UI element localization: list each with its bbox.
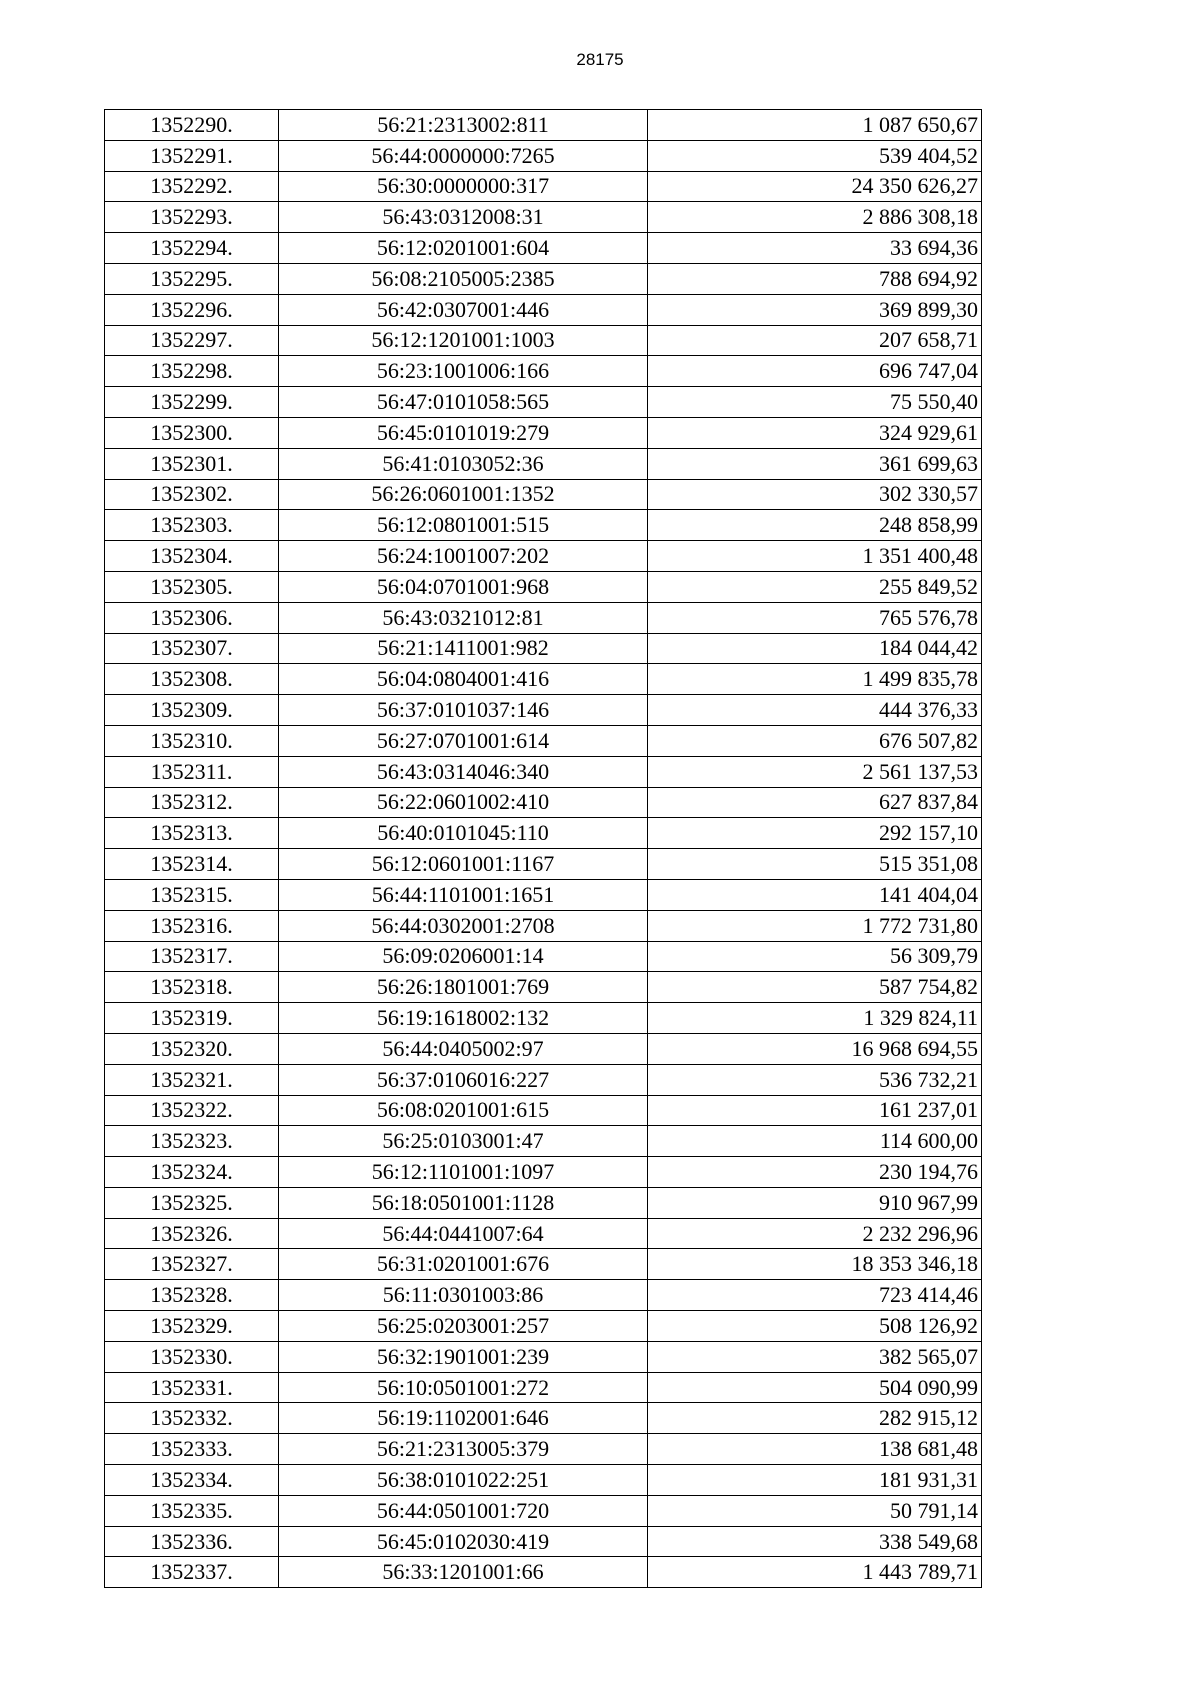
row-number-cell: 1352330. (105, 1341, 279, 1372)
table-row (105, 1403, 982, 1434)
table-row (105, 787, 982, 818)
value-cell: 207 658,71 (648, 325, 982, 356)
table-row (105, 263, 982, 294)
value-cell: 676 507,82 (648, 725, 982, 756)
value-cell: 56 309,79 (648, 941, 982, 972)
cadastral-number-cell: 56:42:0307001:446 (279, 294, 648, 325)
cadastral-number-cell: 56:19:1102001:646 (279, 1403, 648, 1434)
row-number-cell: 1352328. (105, 1280, 279, 1311)
row-number-cell: 1352292. (105, 171, 279, 202)
value-cell: 248 858,99 (648, 510, 982, 541)
cadastral-number-cell: 56:08:2105005:2385 (279, 263, 648, 294)
row-number-cell: 1352312. (105, 787, 279, 818)
cadastral-number-cell: 56:18:0501001:1128 (279, 1187, 648, 1218)
row-number-cell: 1352295. (105, 263, 279, 294)
row-number-cell: 1352311. (105, 756, 279, 787)
value-cell: 444 376,33 (648, 695, 982, 726)
row-number-cell: 1352302. (105, 479, 279, 510)
cadastral-number-cell: 56:30:0000000:317 (279, 171, 648, 202)
cadastral-number-cell: 56:23:1001006:166 (279, 356, 648, 387)
value-cell: 1 329 824,11 (648, 1003, 982, 1034)
value-cell: 2 561 137,53 (648, 756, 982, 787)
table-row (105, 1033, 982, 1064)
table-row (105, 140, 982, 171)
row-number-cell: 1352317. (105, 941, 279, 972)
cadastral-number-cell: 56:44:0441007:64 (279, 1218, 648, 1249)
row-number-cell: 1352318. (105, 972, 279, 1003)
cadastral-number-cell: 56:43:0312008:31 (279, 202, 648, 233)
row-number-cell: 1352320. (105, 1033, 279, 1064)
cadastral-number-cell: 56:44:0501001:720 (279, 1495, 648, 1526)
cadastral-number-cell: 56:09:0206001:14 (279, 941, 648, 972)
cadastral-number-cell: 56:41:0103052:36 (279, 448, 648, 479)
cadastral-number-cell: 56:31:0201001:676 (279, 1249, 648, 1280)
cadastral-number-cell: 56:10:0501001:272 (279, 1372, 648, 1403)
table-row (105, 417, 982, 448)
value-cell: 338 549,68 (648, 1526, 982, 1557)
cadastral-number-cell: 56:43:0321012:81 (279, 602, 648, 633)
value-cell: 910 967,99 (648, 1187, 982, 1218)
cadastral-number-cell: 56:21:1411001:982 (279, 633, 648, 664)
records-table-body (105, 110, 982, 1588)
cadastral-number-cell: 56:27:0701001:614 (279, 725, 648, 756)
table-row (105, 1218, 982, 1249)
row-number-cell: 1352319. (105, 1003, 279, 1034)
cadastral-number-cell: 56:21:2313002:811 (279, 110, 648, 141)
value-cell: 75 550,40 (648, 387, 982, 418)
table-row (105, 479, 982, 510)
row-number-cell: 1352290. (105, 110, 279, 141)
value-cell: 587 754,82 (648, 972, 982, 1003)
value-cell: 765 576,78 (648, 602, 982, 633)
row-number-cell: 1352291. (105, 140, 279, 171)
table-row (105, 1341, 982, 1372)
value-cell: 181 931,31 (648, 1465, 982, 1496)
table-row (105, 1095, 982, 1126)
cadastral-number-cell: 56:22:0601002:410 (279, 787, 648, 818)
row-number-cell: 1352313. (105, 818, 279, 849)
value-cell: 1 351 400,48 (648, 541, 982, 572)
value-cell: 1 499 835,78 (648, 664, 982, 695)
value-cell: 33 694,36 (648, 233, 982, 264)
cadastral-number-cell: 56:12:1101001:1097 (279, 1157, 648, 1188)
row-number-cell: 1352308. (105, 664, 279, 695)
table-row (105, 972, 982, 1003)
table-row (105, 756, 982, 787)
table-row (105, 171, 982, 202)
cadastral-number-cell: 56:45:0102030:419 (279, 1526, 648, 1557)
cadastral-number-cell: 56:40:0101045:110 (279, 818, 648, 849)
table-row (105, 1126, 982, 1157)
value-cell: 361 699,63 (648, 448, 982, 479)
value-cell: 627 837,84 (648, 787, 982, 818)
cadastral-number-cell: 56:24:1001007:202 (279, 541, 648, 572)
cadastral-number-cell: 56:47:0101058:565 (279, 387, 648, 418)
value-cell: 138 681,48 (648, 1434, 982, 1465)
value-cell: 255 849,52 (648, 571, 982, 602)
table-row (105, 294, 982, 325)
records-table (104, 109, 982, 1588)
table-row (105, 325, 982, 356)
table-row (105, 510, 982, 541)
cadastral-number-cell: 56:25:0203001:257 (279, 1311, 648, 1342)
table-row (105, 541, 982, 572)
table-row (105, 448, 982, 479)
row-number-cell: 1352321. (105, 1064, 279, 1095)
row-number-cell: 1352332. (105, 1403, 279, 1434)
table-row (105, 725, 982, 756)
table-row (105, 1495, 982, 1526)
value-cell: 536 732,21 (648, 1064, 982, 1095)
cadastral-number-cell: 56:45:0101019:279 (279, 417, 648, 448)
value-cell: 161 237,01 (648, 1095, 982, 1126)
row-number-cell: 1352335. (105, 1495, 279, 1526)
row-number-cell: 1352336. (105, 1526, 279, 1557)
value-cell: 504 090,99 (648, 1372, 982, 1403)
value-cell: 141 404,04 (648, 879, 982, 910)
cadastral-number-cell: 56:12:0601001:1167 (279, 849, 648, 880)
value-cell: 369 899,30 (648, 294, 982, 325)
value-cell: 18 353 346,18 (648, 1249, 982, 1280)
row-number-cell: 1352337. (105, 1557, 279, 1588)
cadastral-number-cell: 56:04:0804001:416 (279, 664, 648, 695)
cadastral-number-cell: 56:04:0701001:968 (279, 571, 648, 602)
row-number-cell: 1352323. (105, 1126, 279, 1157)
row-number-cell: 1352333. (105, 1434, 279, 1465)
cadastral-number-cell: 56:12:1201001:1003 (279, 325, 648, 356)
row-number-cell: 1352293. (105, 202, 279, 233)
row-number-cell: 1352310. (105, 725, 279, 756)
row-number-cell: 1352329. (105, 1311, 279, 1342)
value-cell: 114 600,00 (648, 1126, 982, 1157)
table-row (105, 941, 982, 972)
row-number-cell: 1352299. (105, 387, 279, 418)
value-cell: 292 157,10 (648, 818, 982, 849)
row-number-cell: 1352314. (105, 849, 279, 880)
table-row (105, 1187, 982, 1218)
row-number-cell: 1352309. (105, 695, 279, 726)
table-row (105, 1003, 982, 1034)
row-number-cell: 1352327. (105, 1249, 279, 1280)
row-number-cell: 1352326. (105, 1218, 279, 1249)
table-row (105, 110, 982, 141)
table-row (105, 1434, 982, 1465)
cadastral-number-cell: 56:12:0801001:515 (279, 510, 648, 541)
cadastral-number-cell: 56:25:0103001:47 (279, 1126, 648, 1157)
value-cell: 788 694,92 (648, 263, 982, 294)
row-number-cell: 1352303. (105, 510, 279, 541)
value-cell: 508 126,92 (648, 1311, 982, 1342)
table-row (105, 818, 982, 849)
cadastral-number-cell: 56:19:1618002:132 (279, 1003, 648, 1034)
cadastral-number-cell: 56:26:1801001:769 (279, 972, 648, 1003)
value-cell: 50 791,14 (648, 1495, 982, 1526)
value-cell: 539 404,52 (648, 140, 982, 171)
row-number-cell: 1352315. (105, 879, 279, 910)
cadastral-number-cell: 56:26:0601001:1352 (279, 479, 648, 510)
table-row (105, 1280, 982, 1311)
cadastral-number-cell: 56:44:1101001:1651 (279, 879, 648, 910)
cadastral-number-cell: 56:44:0000000:7265 (279, 140, 648, 171)
cadastral-number-cell: 56:32:1901001:239 (279, 1341, 648, 1372)
row-number-cell: 1352306. (105, 602, 279, 633)
table-row (105, 1526, 982, 1557)
value-cell: 1 443 789,71 (648, 1557, 982, 1588)
value-cell: 282 915,12 (648, 1403, 982, 1434)
row-number-cell: 1352324. (105, 1157, 279, 1188)
value-cell: 24 350 626,27 (648, 171, 982, 202)
table-row (105, 387, 982, 418)
cadastral-number-cell: 56:44:0302001:2708 (279, 910, 648, 941)
row-number-cell: 1352301. (105, 448, 279, 479)
cadastral-number-cell: 56:44:0405002:97 (279, 1033, 648, 1064)
value-cell: 1 087 650,67 (648, 110, 982, 141)
table-row (105, 633, 982, 664)
cadastral-number-cell: 56:21:2313005:379 (279, 1434, 648, 1465)
value-cell: 696 747,04 (648, 356, 982, 387)
table-row (105, 1465, 982, 1496)
table-row (105, 233, 982, 264)
cadastral-number-cell: 56:12:0201001:604 (279, 233, 648, 264)
value-cell: 2 232 296,96 (648, 1218, 982, 1249)
cadastral-number-cell: 56:33:1201001:66 (279, 1557, 648, 1588)
value-cell: 2 886 308,18 (648, 202, 982, 233)
row-number-cell: 1352297. (105, 325, 279, 356)
value-cell: 302 330,57 (648, 479, 982, 510)
table-row (105, 849, 982, 880)
table-row (105, 602, 982, 633)
table-row (105, 910, 982, 941)
table-row (105, 202, 982, 233)
table-row (105, 1311, 982, 1342)
row-number-cell: 1352316. (105, 910, 279, 941)
value-cell: 723 414,46 (648, 1280, 982, 1311)
row-number-cell: 1352304. (105, 541, 279, 572)
table-row (105, 1372, 982, 1403)
row-number-cell: 1352300. (105, 417, 279, 448)
page-number: 28175 (576, 50, 624, 69)
value-cell: 1 772 731,80 (648, 910, 982, 941)
row-number-cell: 1352296. (105, 294, 279, 325)
table-row (105, 356, 982, 387)
cadastral-number-cell: 56:37:0106016:227 (279, 1064, 648, 1095)
table-row (105, 1157, 982, 1188)
table-row (105, 664, 982, 695)
row-number-cell: 1352298. (105, 356, 279, 387)
table-row (105, 879, 982, 910)
value-cell: 382 565,07 (648, 1341, 982, 1372)
value-cell: 515 351,08 (648, 849, 982, 880)
table-row (105, 695, 982, 726)
row-number-cell: 1352325. (105, 1187, 279, 1218)
cadastral-number-cell: 56:11:0301003:86 (279, 1280, 648, 1311)
table-row (105, 571, 982, 602)
cadastral-number-cell: 56:43:0314046:340 (279, 756, 648, 787)
cadastral-number-cell: 56:08:0201001:615 (279, 1095, 648, 1126)
row-number-cell: 1352307. (105, 633, 279, 664)
table-row (105, 1249, 982, 1280)
table-row (105, 1064, 982, 1095)
row-number-cell: 1352294. (105, 233, 279, 264)
value-cell: 230 194,76 (648, 1157, 982, 1188)
row-number-cell: 1352334. (105, 1465, 279, 1496)
value-cell: 324 929,61 (648, 417, 982, 448)
cadastral-number-cell: 56:37:0101037:146 (279, 695, 648, 726)
value-cell: 16 968 694,55 (648, 1033, 982, 1064)
table-row (105, 1557, 982, 1588)
row-number-cell: 1352305. (105, 571, 279, 602)
row-number-cell: 1352322. (105, 1095, 279, 1126)
value-cell: 184 044,42 (648, 633, 982, 664)
row-number-cell: 1352331. (105, 1372, 279, 1403)
cadastral-number-cell: 56:38:0101022:251 (279, 1465, 648, 1496)
